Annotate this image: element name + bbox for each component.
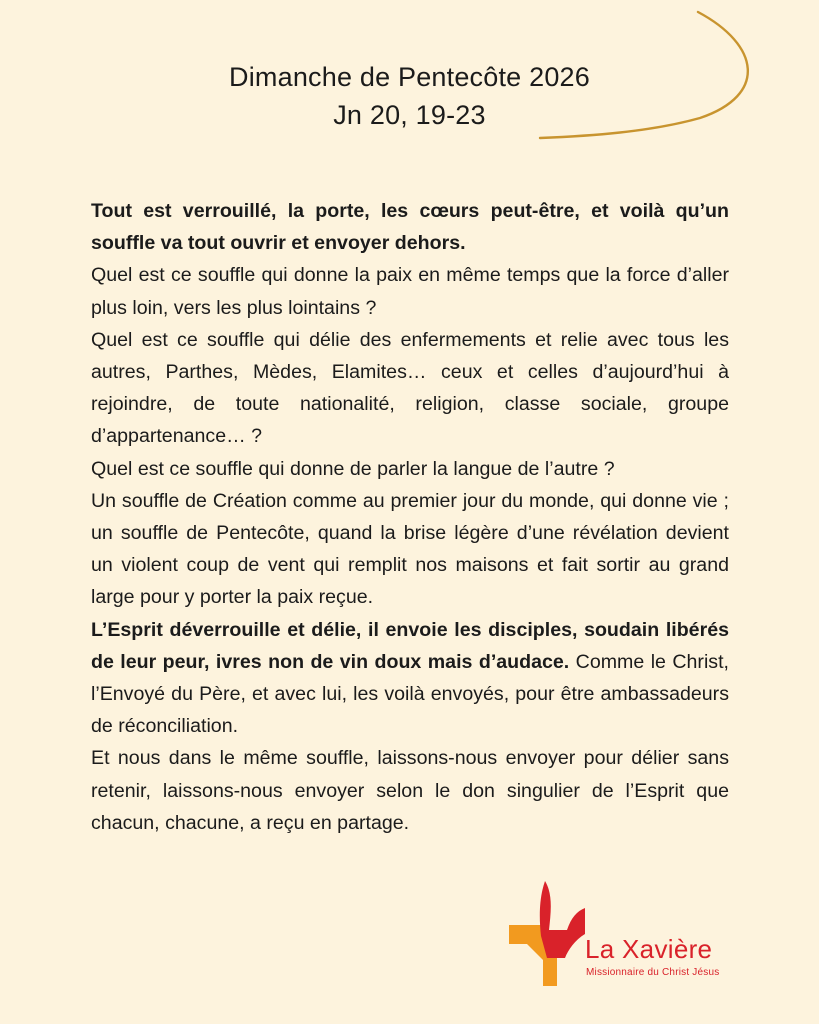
paragraph-2-text: Quel est ce souffle qui donne la paix en même temps que la force d’aller plus loin, vers les plus lointains ?	[91, 264, 729, 319]
paragraph-1-bold: Tout est verrouillé, la porte, les cœurs peut-être, et voilà qu’un souffle va tout ouvrir et envoyer dehors.	[91, 200, 729, 255]
cross-logo-icon	[505, 878, 595, 988]
paragraph-5	[91, 485, 729, 614]
page-title: Dimanche de Pentecôte 2026	[229, 62, 590, 92]
paragraph-3	[91, 324, 729, 453]
paragraph-6	[91, 614, 729, 743]
paragraph-7	[91, 742, 729, 839]
logo-tagline: Missionnaire du Christ Jésus	[586, 967, 720, 978]
logo-name: La Xavière	[585, 934, 713, 964]
paragraph-1	[91, 195, 729, 259]
scripture-reference: Jn 20, 19-23	[333, 100, 486, 130]
paragraph-4-text: Quel est ce souffle qui donne de parler la langue de l’autre ?	[91, 457, 615, 480]
paragraph-7-text: Et nous dans le même souffle, laissons-nous envoyer pour délier sans retenir, laissons-nous envoyer selon le don singulier de l’Esprit que chacun, chacune, a reçu en partage.	[91, 747, 729, 834]
paragraph-6-bold: L’Esprit déverrouille et délie, il envoie les disciples, soudain libérés de leur peur, ivres non de vin doux mais d’audace.	[91, 618, 729, 673]
meditation-text	[91, 195, 729, 839]
paragraph-4	[91, 453, 729, 485]
paragraph-6-text: Comme le Christ, l’Envoyé du Père, et avec lui, les voilà envoyés, pour être ambassadeurs de réconciliation.	[91, 650, 729, 738]
header	[0, 58, 819, 134]
paragraph-5-text: Un souffle de Création comme au premier jour du monde, qui donne vie ; un souffle de Pentecôte, quand la brise légère d’une révélation devient un violent coup de vent qui remplit nos maisons et fait sortir au grand large pour y porter la paix reçue.	[91, 489, 729, 609]
paragraph-2	[91, 259, 729, 323]
la-xaviere-logo	[505, 878, 745, 988]
paragraph-3-text: Quel est ce souffle qui délie des enfermements et relie avec tous les autres, Parthes, Mèdes, Elamites… ceux et celles d’aujourd’hui à rejoindre, de toute nationalité, religion, classe sociale, groupe d’appartenance… ?	[91, 328, 729, 448]
